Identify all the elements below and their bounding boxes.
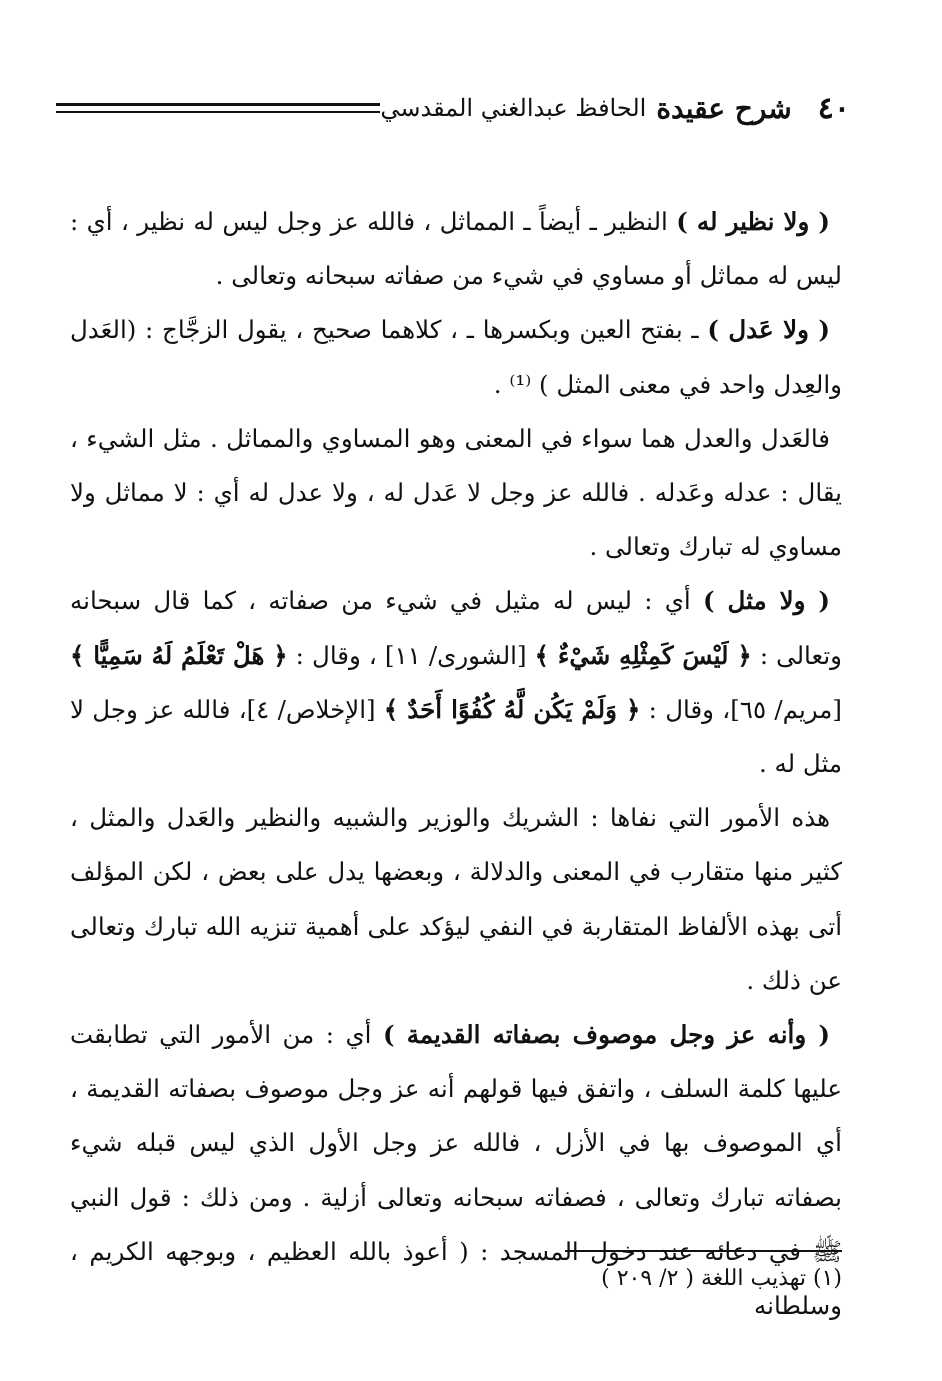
paragraph-nazir <box>70 195 842 303</box>
quran-verse: ﴿ وَلَمْ يَكُن لَّهُ كُفُوًا أَحَدٌ ﴾ <box>383 694 641 724</box>
paragraph-text: النظير ـ أيضاً ـ المماثل ، فالله عز وجل ليس له نظير ، أي : ليس له مماثل أو مساوي في شيء من صفاته سبحانه وتعالى . <box>70 207 842 291</box>
footnote-separator <box>565 1250 842 1252</box>
book-title-main: شرح عقيدة <box>656 91 792 125</box>
footnote: (١) تهذيب اللغة ( ٢/ ٢٠٩ ) <box>601 1266 842 1291</box>
quran-verse: ﴿ هَلْ تَعْلَمُ لَهُ سَمِيًّا ﴾ <box>70 640 288 670</box>
paragraph-mithl <box>70 574 842 791</box>
paragraph-text: [مريم/ ٦٥]، وقال : <box>640 694 842 724</box>
lemma-adl: ( ولا عَدل ) <box>707 315 831 345</box>
paragraph-text: [الشورى/ ١١] ، وقال : <box>287 640 535 670</box>
paragraph-summary <box>70 791 842 1008</box>
paragraph-text: هذه الأمور التي نفاها : الشريك والوزير والشبيه والنظير والعَدل والمثل ، كثير منها متقارب في المعنى والدلالة ، وبعضها يدل على بعض ، لكن المؤلف أتى بهذه الألفاظ المتقاربة في النفي ليؤكد على أهمية تنزيه الله تبارك وتعالى عن ذلك . <box>70 803 842 995</box>
page-header <box>40 88 850 128</box>
book-title-sub: الحافظ عبدالغني المقدسي <box>380 94 647 122</box>
body-text <box>70 195 842 1333</box>
lemma-mithl: ( ولا مثل ) <box>702 586 830 616</box>
paragraph-text: ـ بفتح العين وبكسرها ـ ، كلاهما صحيح ، يقول الزجَّاج : (العَدل والعِدل واحد في معنى المثل ) ⁽¹⁾ . <box>70 315 842 399</box>
paragraph-adl <box>70 303 842 411</box>
quran-verse: ﴿ لَيْسَ كَمِثْلِهِ شَيْءٌ ﴾ <box>534 640 752 670</box>
paragraph-text: أي : ليس له مثيل في شيء من صفاته ، كما قال سبحانه وتعالى : <box>70 586 842 670</box>
paragraph-text: فالعَدل والعدل هما سواء في المعنى وهو المساوي والمماثل . مثل الشيء ، يقال : عدله وعَدله . فالله عز وجل لا عَدل له ، ولا عدل له أي : لا مماثل ولا مساوي له تبارك وتعالى . <box>70 423 842 562</box>
paragraph-adl-explanation <box>70 412 842 575</box>
lemma-attributes: ( وأنه عز وجل موصوف بصفاته القديمة ) <box>382 1020 830 1050</box>
header-rule <box>56 103 380 113</box>
paragraph-text: [الإخلاص/ ٤]، فالله عز وجل لا مثل له . <box>70 694 842 779</box>
lemma-nazir: ( ولا نظير له ) <box>676 207 830 236</box>
page-number: ٤٠ <box>817 90 850 126</box>
paragraph-text: أي : من الأمور التي تطابقت عليها كلمة السلف ، واتفق فيها قولهم أنه عز وجل موصوف بصفاته القديمة ، أي الموصوف بها في الأزل ، فالله عز وجل الأول الذي ليس قبله شيء بصفاته تبارك وتعالى ، فصفاته سبحانه وتعالى أزلية . ومن ذلك : قول النبي ﷺ في دعائه عند دخول المسجد : ( أعوذ بالله العظيم ، وبوجهه الكريم ، وسلطانه <box>70 1020 842 1321</box>
